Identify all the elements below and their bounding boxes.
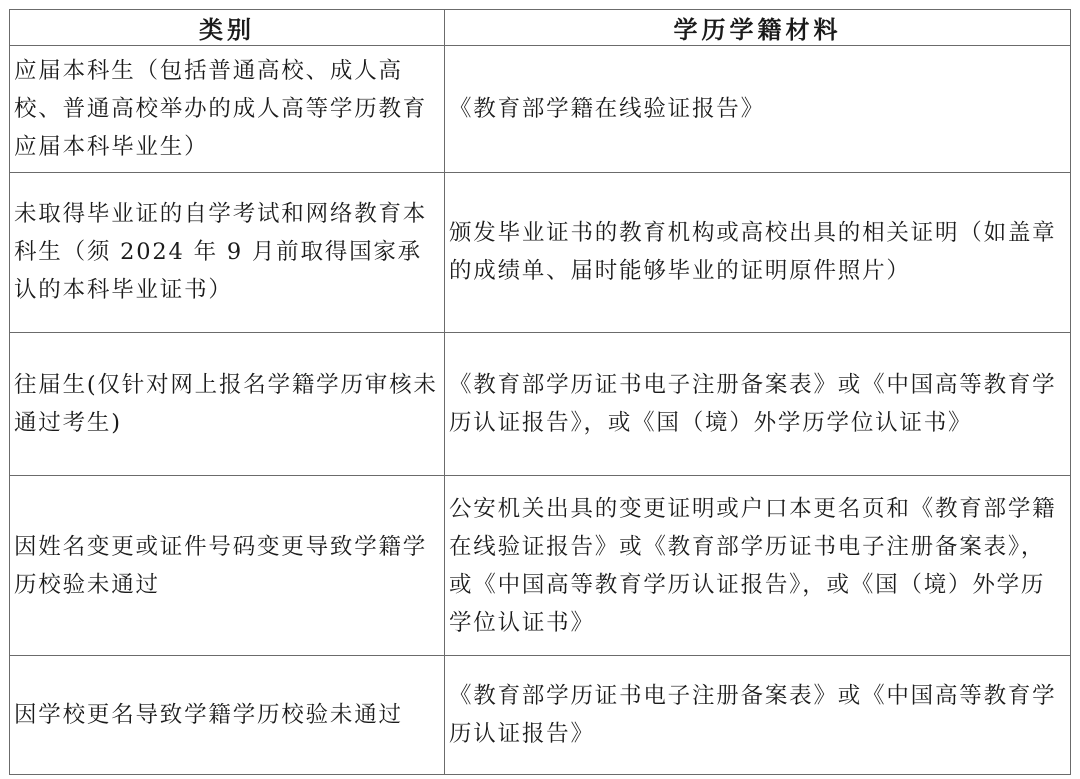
materials-cell: 《教育部学历证书电子注册备案表》或《中国高等教育学历认证报告》 bbox=[444, 656, 1070, 775]
header-category: 类别 bbox=[10, 10, 445, 46]
table-row bbox=[10, 172, 1071, 333]
category-cell: 往届生(仅针对网上报名学籍学历审核未通过考生) bbox=[10, 333, 445, 476]
table-row bbox=[10, 333, 1071, 476]
category-cell: 因姓名变更或证件号码变更导致学籍学历校验未通过 bbox=[10, 475, 445, 656]
materials-cell: 公安机关出具的变更证明或户口本更名页和《教育部学籍在线验证报告》或《教育部学历证书电子注册备案表》，或《中国高等教育学历认证报告》，或《国（境）外学历学位认证书》 bbox=[444, 475, 1070, 656]
table-header-row bbox=[10, 10, 1071, 46]
materials-cell: 《教育部学历证书电子注册备案表》或《中国高等教育学历认证报告》，或《国（境）外学历学位认证书》 bbox=[444, 333, 1070, 476]
materials-cell: 《教育部学籍在线验证报告》 bbox=[444, 46, 1070, 173]
table-row bbox=[10, 475, 1071, 656]
category-cell: 因学校更名导致学籍学历校验未通过 bbox=[10, 656, 445, 775]
table-row bbox=[10, 656, 1071, 775]
materials-cell: 颁发毕业证书的教育机构或高校出具的相关证明（如盖章的成绩单、届时能够毕业的证明原件照片） bbox=[444, 172, 1070, 333]
category-cell: 应届本科生（包括普通高校、成人高校、普通高校举办的成人高等学历教育应届本科毕业生） bbox=[10, 46, 445, 173]
header-materials: 学历学籍材料 bbox=[444, 10, 1070, 46]
materials-table bbox=[9, 9, 1071, 775]
category-cell: 未取得毕业证的自学考试和网络教育本科生（须 2024 年 9 月前取得国家承认的本科毕业证书） bbox=[10, 172, 445, 333]
table-row bbox=[10, 46, 1071, 173]
